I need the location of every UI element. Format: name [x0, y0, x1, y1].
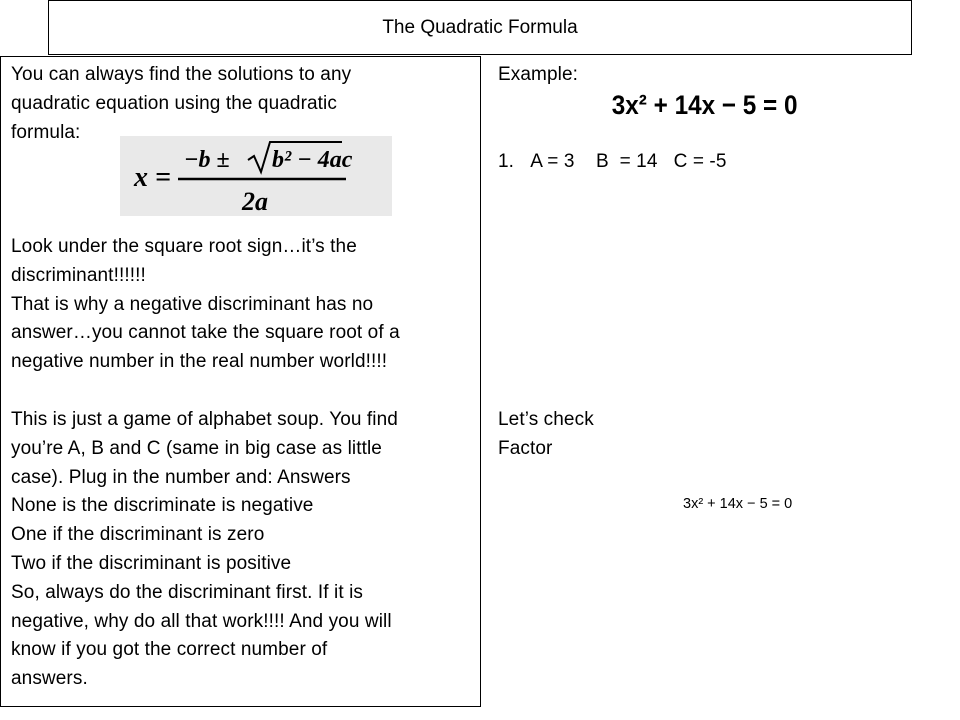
check-paragraph — [498, 406, 938, 464]
soup-line: know if you got the correct number of — [11, 639, 328, 661]
soup-line: This is just a game of alphabet soup. You find — [11, 409, 398, 430]
intro-line: You can always find the solutions to any — [11, 64, 352, 85]
factor-equation-text: 3x² + 14x − 5 = 0 — [683, 496, 793, 512]
intro-paragraph — [11, 61, 475, 147]
factor-equation-image — [682, 491, 832, 515]
item-number: 1. — [498, 151, 515, 172]
alphabet-soup-paragraph — [11, 406, 475, 694]
formula-radicand: b² − 4ac — [272, 147, 353, 173]
factor-equation — [682, 491, 832, 515]
example-equation-text: 3x² + 14x − 5 = 0 — [611, 90, 798, 121]
discriminant-line: answer…you cannot take the square root of a — [11, 322, 400, 344]
formula-numerator-prefix: −b ± — [184, 147, 230, 173]
soup-line: negative, why do all that work!!!! And you will — [11, 610, 392, 632]
discriminant-line: That is why a negative discriminant has no — [11, 293, 374, 315]
formula-lhs: x = — [134, 162, 171, 193]
intro-line: formula: — [11, 121, 81, 143]
soup-line: case). Plug in the number and: Answers — [11, 466, 351, 488]
example-label: Example: — [498, 64, 579, 85]
example-equation — [610, 80, 830, 124]
soup-line: Two if the discriminant is positive — [11, 552, 292, 574]
coefficients-text: A = 3 B = 14 C = -5 — [530, 151, 727, 172]
formula-denominator: 2a — [242, 187, 268, 216]
intro-line: quadratic equation using the quadratic — [11, 92, 337, 114]
factor-label: Factor — [498, 437, 553, 459]
soup-line: So, always do the discriminant first. If it is — [11, 581, 363, 603]
slide-title-text: The Quadratic Formula — [382, 16, 578, 38]
soup-line: One if the discriminant is zero — [11, 524, 265, 546]
slide-title — [48, 0, 912, 55]
discriminant-line: negative number in the real number world!!!! — [11, 351, 388, 373]
example-equation-image — [610, 80, 830, 124]
discriminant-line: discriminant!!!!!! — [11, 264, 146, 286]
check-label: Let’s check — [498, 409, 594, 430]
quadratic-formula — [120, 136, 392, 216]
discriminant-line: Look under the square root sign…it’s the — [11, 236, 357, 257]
discriminant-paragraph — [11, 233, 475, 377]
soup-line: None is the discriminate is negative — [11, 495, 314, 517]
soup-line: answers. — [11, 668, 88, 690]
coefficients-line — [498, 148, 938, 177]
soup-line: you’re A, B and C (same in big case as little — [11, 437, 382, 459]
quadratic-formula-image — [120, 136, 392, 216]
